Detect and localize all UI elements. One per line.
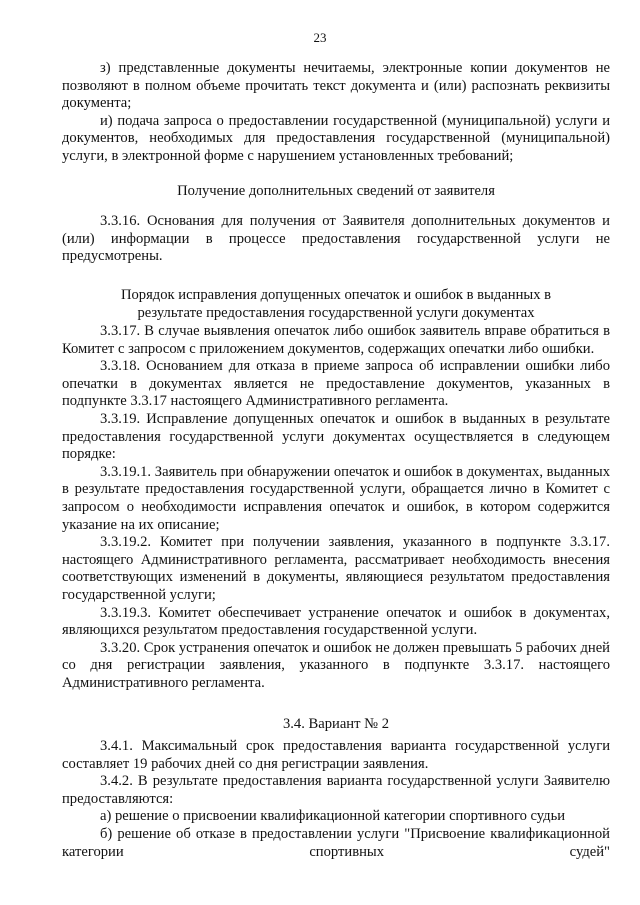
text-block-grounds-for-refusal bbox=[62, 60, 610, 166]
text-block-variant-2 bbox=[62, 738, 610, 861]
paragraph-3-3-17: 3.3.17. В случае выявления опечаток либо ошибок заявитель вправе обратиться в Комитет с запросом с приложением документов, содержащих опечатки либо ошибки. bbox=[62, 323, 610, 357]
paragraph-3-3-19-3: 3.3.19.3. Комитет обеспечивает устранение опечаток и ошибок в документах, являющихся результатом предоставления государственной услуги. bbox=[62, 604, 610, 639]
text-block-error-correction bbox=[62, 323, 610, 692]
paragraph-3-3-19: 3.3.19. Исправление допущенных опечаток и ошибок в выданных в результате предоставления государственной услуги документах осуществляется в следующем порядке: bbox=[62, 410, 610, 463]
paragraph-3-3-18: 3.3.18. Основанием для отказа в приеме запроса об исправлении ошибки либо опечатки в документах является не предоставление документов, указанных в подпункте 3.3.17 настоящего Административного регламента. bbox=[62, 358, 610, 410]
section-heading-variant-2: 3.4. Вариант № 2 bbox=[282, 716, 390, 732]
heading-line-1: Порядок исправления допущенных опечаток и ошибок в выданных в bbox=[120, 287, 552, 303]
heading-line-2: результате предоставления государственной услуги документах bbox=[137, 304, 535, 321]
paragraph-3-3-19-1: 3.3.19.1. Заявитель при обнаружении опечаток и ошибок в документах, выданных в результате предоставления государственной услуги, обращается лично в Комитет с запросом о необходимости исправления опечаток и ошибок, в котором содержится указание на их описание; bbox=[62, 463, 610, 533]
paragraph-3-4-2: 3.4.2. В результате предоставления варианта государственной услуги Заявителю предоставляются: bbox=[62, 773, 610, 807]
paragraph-3-3-19-2: 3.3.19.2. Комитет при получении заявления, указанного в подпункте 3.3.17. настоящего Административного регламента, рассматривает необходимость внесения соответствующих изменений в документы, являющиеся результатом предоставления государственной услуги; bbox=[62, 534, 610, 603]
paragraph-b: б) решение об отказе в предоставлении услуги "Присвоение квалификационной категории спортивных судей" bbox=[62, 825, 610, 860]
paragraph-3-4-1: 3.4.1. Максимальный срок предоставления варианта государственной услуги составляет 19 рабочих дней со дня регистрации заявления. bbox=[62, 738, 610, 772]
paragraph-i: и) подача запроса о предоставлении государственной (муниципальной) услуги и документов, необходимых для предоставления государственной (муниципальной) услуги, в электронной форме с нарушением установленных требований; bbox=[62, 112, 610, 164]
paragraph-3-3-16: 3.3.16. Основания для получения от Заявителя дополнительных документов и (или) информации в процессе предоставления государственной услуги не предусмотрены. bbox=[62, 213, 610, 265]
text-block-3-3-16 bbox=[62, 213, 610, 266]
paragraph-z: з) представленные документы нечитаемы, электронные копии документов не позволяют в полном объеме прочитать текст документа и (или) распознать реквизиты документа; bbox=[62, 60, 610, 112]
page-number: 23 bbox=[313, 30, 327, 45]
paragraph-a: а) решение о присвоении квалификационной категории спортивного судьи bbox=[100, 808, 566, 825]
section-heading-additional-info: Получение дополнительных сведений от заявителя bbox=[177, 183, 495, 199]
section-heading-error-correction bbox=[62, 287, 610, 322]
paragraph-3-3-20: 3.3.20. Срок устранения опечаток и ошибок не должен превышать 5 рабочих дней со дня регистрации заявления, указанного в подпункте 3.3.17. настоящего Административного регламента. bbox=[62, 639, 610, 691]
